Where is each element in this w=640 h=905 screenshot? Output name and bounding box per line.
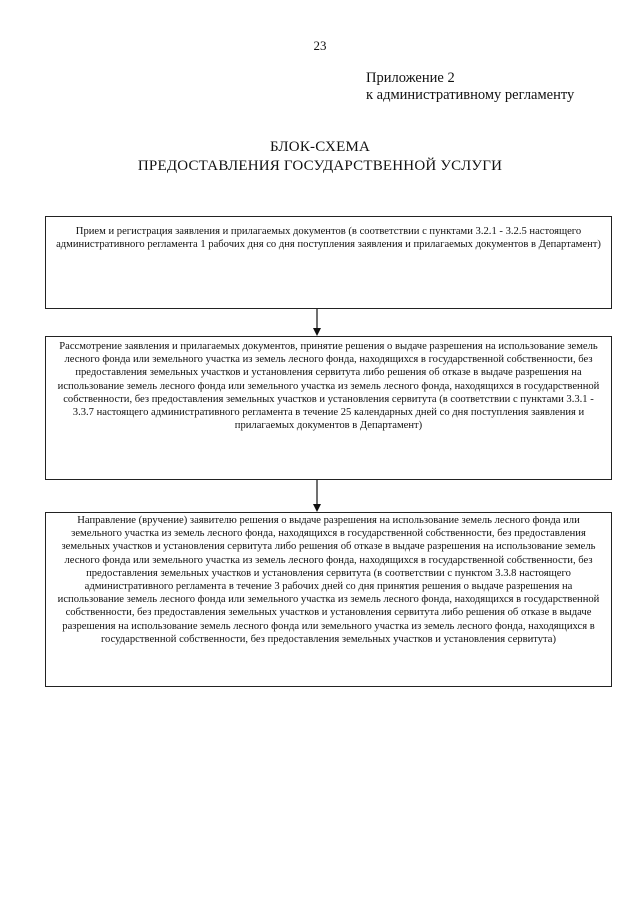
heading-line-2: ПРЕДОСТАВЛЕНИЯ ГОСУДАРСТВЕННОЙ УСЛУГИ (137, 158, 503, 174)
appendix-line-2: к административному регламенту (366, 87, 575, 103)
page-number: 23 (313, 38, 327, 53)
arrow-step-2-to-3 (313, 480, 321, 512)
appendix-line-1: Приложение 2 (366, 70, 455, 86)
step-1-text: Прием и регистрация заявления и прилагаемых документов (в соответствии с пунктами 3.2.1 - 3.2.5 настоящего административного регламента 1 рабочих дня со дня поступления заявления и прилагаемых документов в Департамент) (56, 226, 601, 251)
heading-line-1: БЛОК-СХЕМА (269, 139, 371, 155)
step-3-text: Направление (вручение) заявителю решения о выдаче разрешения на использование земель лесного фонда или земельного участка из земель лесного фонда, находящихся в государственной собственности, без предоставления земельных участков и установления сервитута либо решения об отказе в выдаче разрешения на использование земель лесного фонда или земельного участка из земель лесного фонда, находящихся в государственной собственности, без предоставления земельных участков и установления сервитута (в соответствии с пунктом 3.3.8 настоящего административного регламента в течение 3 рабочих дней со дня принятия решения о выдаче разрешения на использование земель лесного фонда или земельного участка из земель лесного фонда, находящихся в государственной собственности, без предоставления земельных участков и установления сервитута либо решения об отказе в выдаче разрешения на использование земель лесного фонда или земельного участка из земель лесного фонда, находящихся в государственной собственности, без предоставления земельных участков и установления сервитута) (57, 515, 600, 645)
arrow-step-1-to-2 (313, 309, 321, 336)
step-2-text: Рассмотрение заявления и прилагаемых документов, принятие решения о выдаче разрешения на использование земель лесного фонда или земельного участка из земель лесного фонда, находящихся в государственной собственности, без предоставления земельных участков и установления сервитута либо решения об отказе в выдаче разрешения на использование земель лесного фонда или земельного участка из земель лесного фонда, находящихся в государственной собственности, без предоставления земельных участков и установления сервитута (в соответствии с пунктами 3.3.1 - 3.3.7 настоящего административного регламента в течение 25 календарных дней со дня поступления заявления и прилагаемых документов в Департамент) (57, 341, 600, 432)
